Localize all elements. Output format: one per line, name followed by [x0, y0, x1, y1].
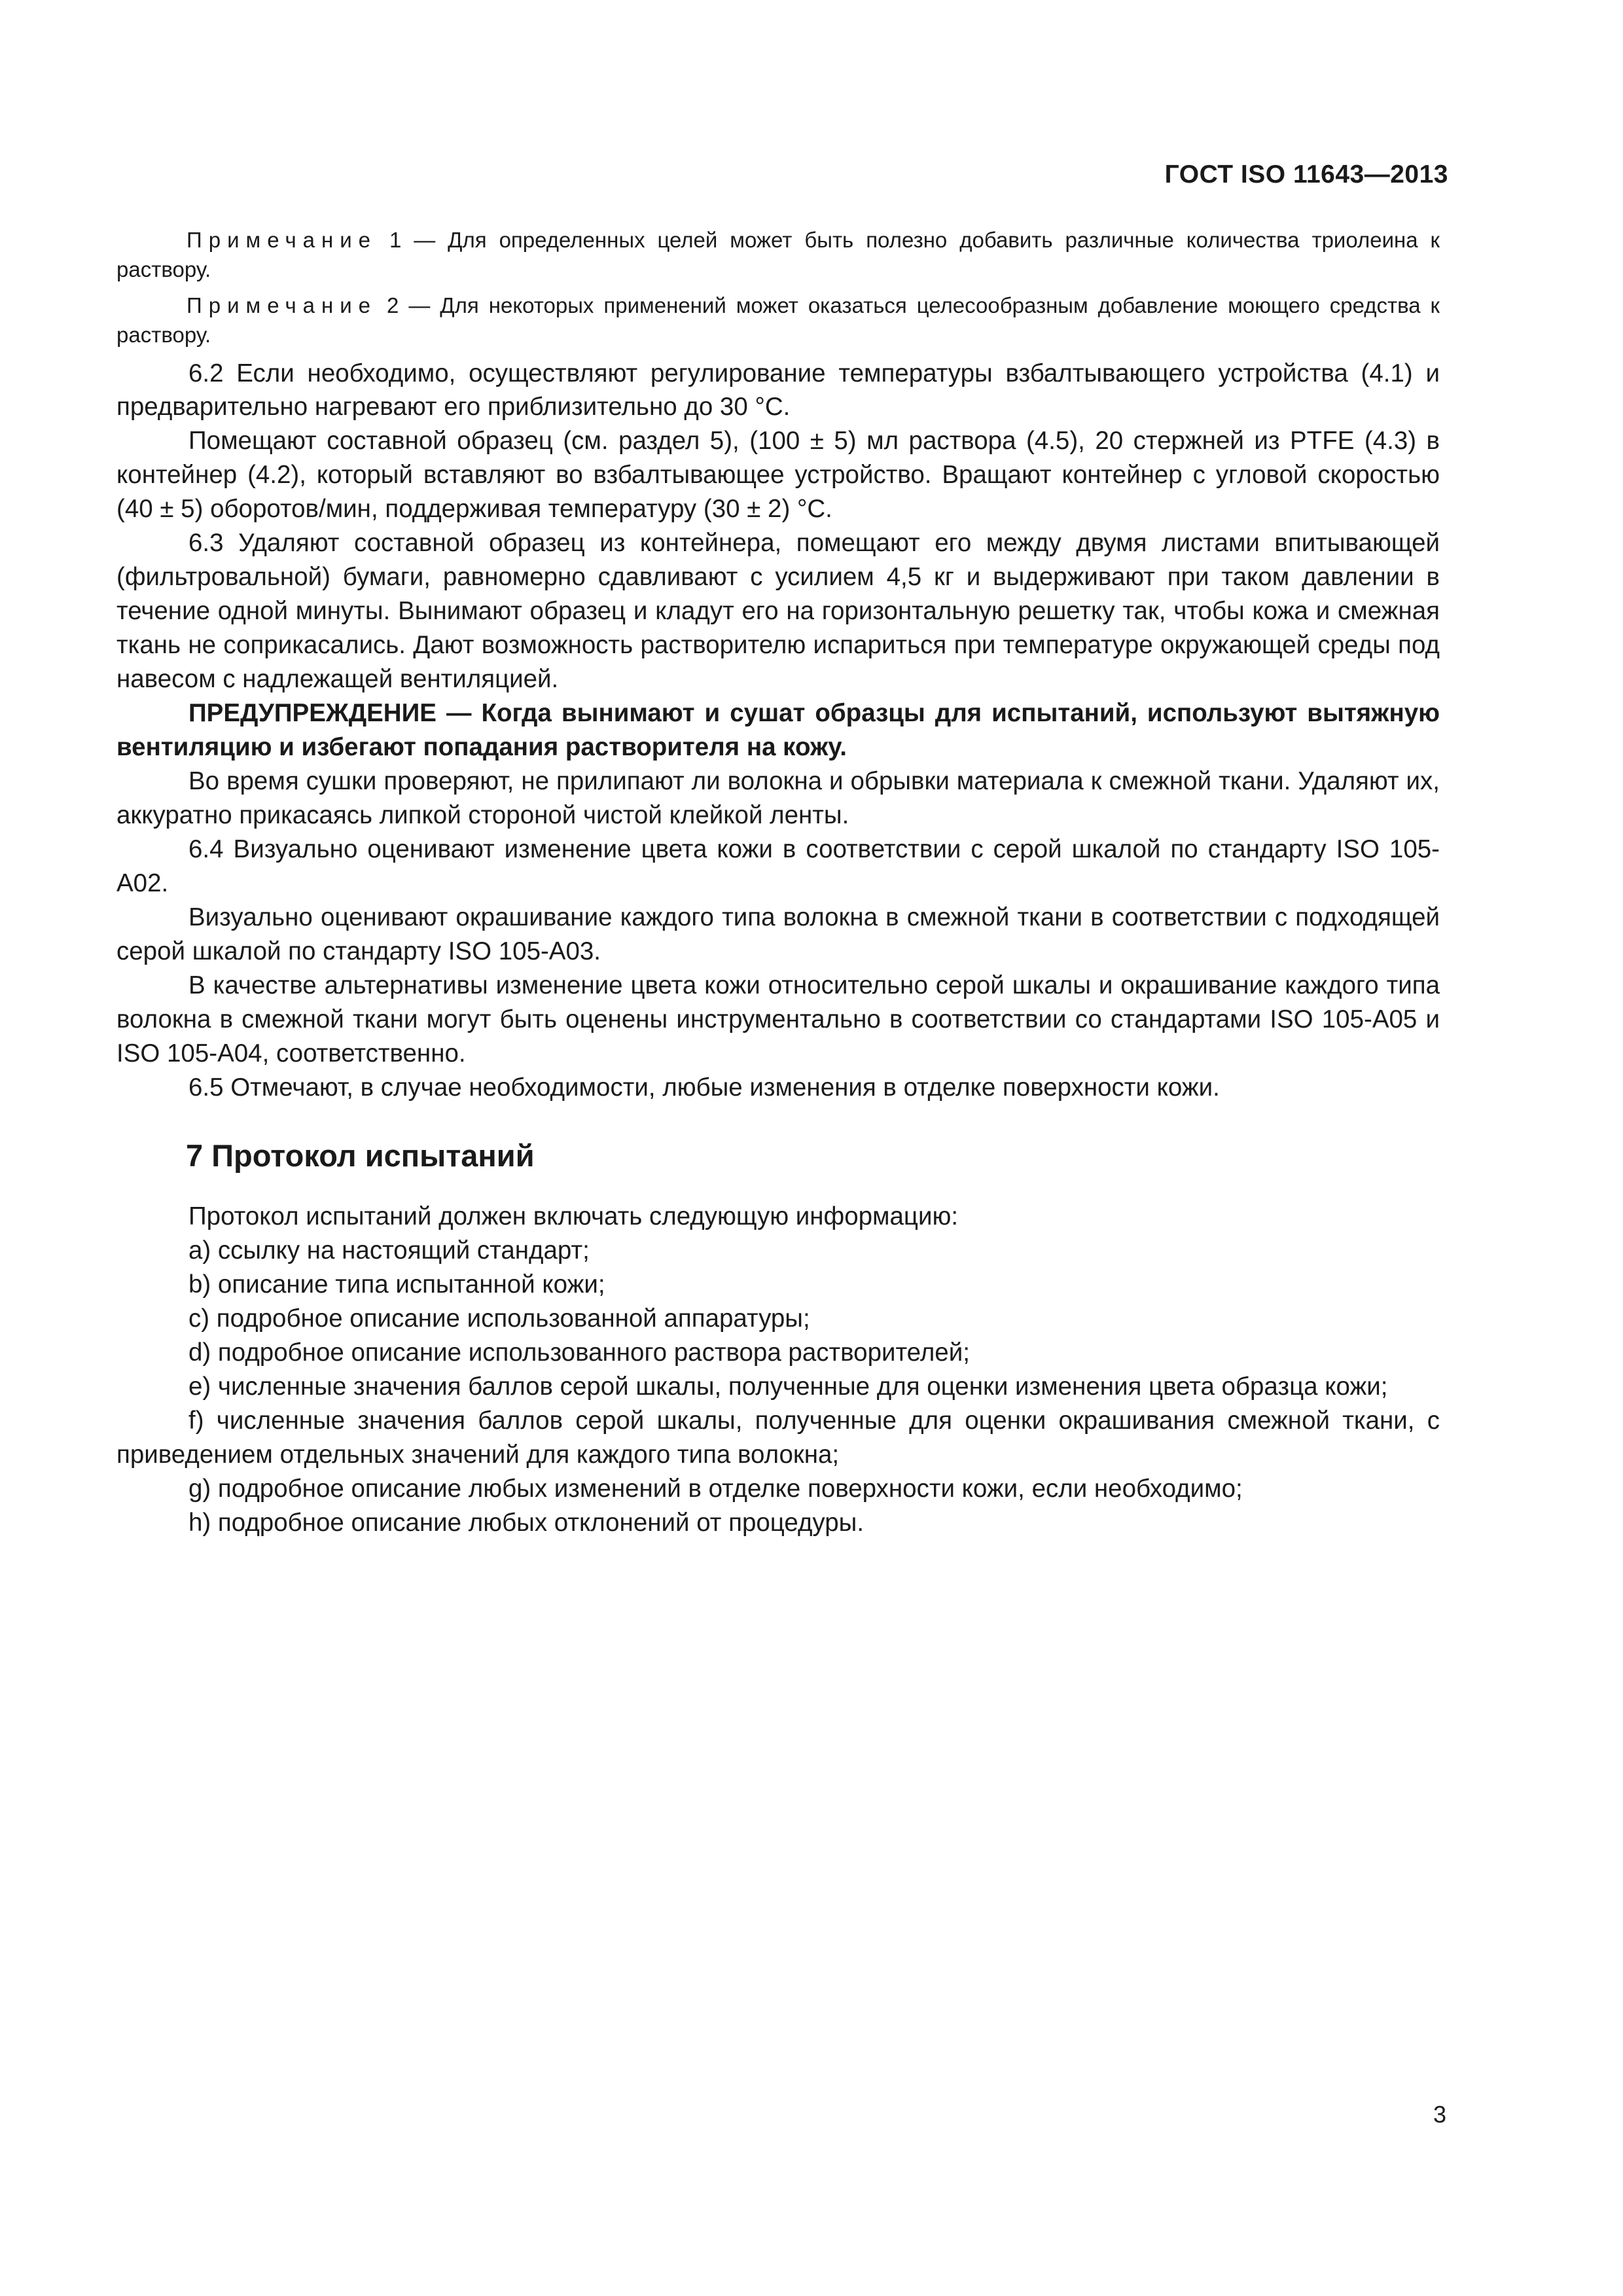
standard-code-header: ГОСТ ISO 11643—2013	[1164, 160, 1448, 188]
page-number: 3	[1433, 2101, 1446, 2128]
list-item: e) численные значения баллов серой шкалы, полученные для оценки изменения цвета образца кожи;	[188, 1372, 1388, 1401]
list-item: f) численные значения баллов серой шкалы, полученные для оценки окрашивания смежной ткани, с приведением отдельных значений для каждого типа волокна;	[116, 1406, 1440, 1469]
page-content	[116, 226, 1440, 1540]
paragraph-6-3: 6.3 Удаляют составной образец из контейнера, помещают его между двумя листами впитывающей (фильтровальной) бумаги, равномерно сдавливают с усилием 4,5 кг и выдерживают при таком давлении в течение одной минуты. Вынимают образец и кладут его на горизонтальную решетку так, чтобы кожа и смежная ткань не соприкасались. Дают возможность растворителю испариться при температуре окружающей среды под навесом с надлежащей вентиляцией.	[116, 529, 1440, 694]
paragraph-6-4-staining: Визуально оценивают окрашивание каждого типа волокна в смежной ткани в соответствии с подходящей серой шкалой по стандарту ISO 105-A03.	[116, 903, 1440, 965]
note-2	[116, 291, 1440, 350]
list-item: h) подробное описание любых отклонений от процедуры.	[188, 1508, 865, 1537]
note-label: Примечание	[187, 228, 378, 252]
paragraph-6-4: 6.4 Визуально оценивают изменение цвета кожи в соответствии с серой шкалой по стандарту ISO 105-A02.	[116, 835, 1440, 898]
warning-paragraph: ПРЕДУПРЕЖДЕНИЕ — Когда вынимают и сушат образцы для испытаний, используют вытяжную вентиляцию и избегают попадания растворителя на кожу.	[116, 699, 1440, 762]
section-7-title: 7 Протокол испытаний	[186, 1138, 535, 1173]
list-item: g) подробное описание любых изменений в отделке поверхности кожи, если необходимо;	[188, 1474, 1243, 1503]
paragraph-6-2-placement: Помещают составной образец (см. раздел 5), (100 ± 5) мл раствора (4.5), 20 стержней из PTFE (4.3) в контейнер (4.2), который вставляют во взбалтывающее устройство. Вращают контейнер с угловой скоростью (40 ± 5) оборотов/мин, поддерживая температуру (30 ± 2) °С.	[116, 427, 1440, 524]
paragraph-6-2: 6.2 Если необходимо, осуществляют регулирование температуры взбалтывающего устройства (4.1) и предварительно нагревают его приблизительно до 30 °С.	[116, 359, 1440, 422]
list-item: d) подробное описание использованного раствора растворителей;	[188, 1338, 970, 1367]
list-item: b) описание типа испытанной кожи;	[188, 1270, 605, 1299]
paragraph-6-5: 6.5 Отмечают, в случае необходимости, любые изменения в отделке поверхности кожи.	[188, 1073, 1220, 1102]
note-text: 2 — Для некоторых применений может оказаться целесообразным добавление моющего средства к раствору.	[116, 293, 1440, 347]
list-item: a) ссылку на настоящий стандарт;	[188, 1236, 590, 1265]
note-label: Примечание	[187, 293, 378, 317]
paragraph-6-3-drying: Во время сушки проверяют, не прилипают ли волокна и обрывки материала к смежной ткани. Удаляют их, аккуратно прикасаясь липкой стороной чистой клейкой ленты.	[116, 767, 1440, 830]
section-7-intro: Протокол испытаний должен включать следующую информацию:	[188, 1202, 959, 1230]
list-item: c) подробное описание использованной аппаратуры;	[188, 1304, 810, 1333]
note-1	[116, 226, 1440, 285]
note-text: 1 — Для определенных целей может быть полезно добавить различные количества триолеина к раствору.	[116, 228, 1440, 281]
paragraph-6-4-alternative: В качестве альтернативы изменение цвета кожи относительно серой шкалы и окрашивание каждого типа волокна в смежной ткани могут быть оценены инструментально в соответствии со стандартами ISO 105-A05 и ISO 105-A04, соответственно.	[116, 971, 1440, 1067]
